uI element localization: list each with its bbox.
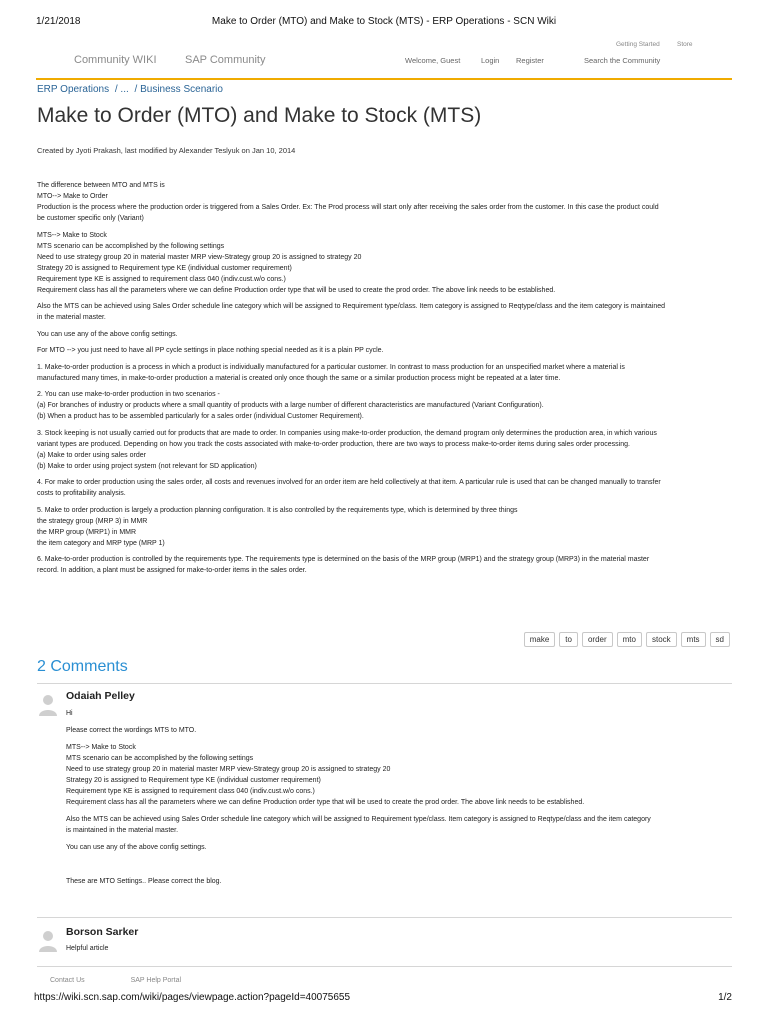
paragraph	[37, 180, 732, 224]
text-line: Need to use strategy group 20 in material master MRP view-Strategy group 20 is assigned to strategy 20	[37, 253, 362, 261]
paragraph	[37, 329, 732, 340]
tag-mts[interactable]: mts	[681, 632, 706, 647]
print-page-number: 1/2	[718, 992, 732, 1003]
text-line: Need to use strategy group 20 in material master MRP view-Strategy group 20 is assigned to strategy 20	[66, 766, 391, 773]
avatar-icon	[39, 694, 57, 716]
text-line: costs to profitability analysis.	[37, 490, 126, 497]
paragraph	[37, 505, 732, 549]
comments-heading: 2 Comments	[37, 658, 128, 675]
page-title: Make to Order (MTO) and Make to Stock (MTS)	[37, 104, 482, 127]
text-line: 1. Make-to-order production is a process in which a product is individually manufactured for a particular customer. In contrast to mass production for an unspecified market where a material is	[37, 363, 625, 371]
tag-sd[interactable]: sd	[710, 632, 730, 647]
text-line: the strategy group (MRP 3) in MMR	[37, 517, 148, 525]
text-line: manufactured many times, in make-to-order production a material is created only once though the same or a similar production process might be repeated at a later time.	[37, 374, 561, 382]
text-line: MTS--> Make to Stock	[66, 744, 136, 751]
comments-divider	[37, 683, 732, 684]
comment	[37, 690, 732, 915]
paragraph	[37, 345, 732, 356]
text-line: MTS scenario can be accomplished by the following settings	[37, 242, 225, 250]
text-line: You can use any of the above config settings.	[66, 844, 207, 851]
print-footer	[0, 992, 768, 1006]
text-line: You can use any of the above config settings.	[37, 330, 178, 338]
search-community-link[interactable]: Search the Community	[584, 56, 661, 65]
print-header	[0, 16, 768, 30]
text-line: Requirement class has all the parameters where we can define Production order type that will be used to create the prod order. The above link needs to be established.	[37, 286, 556, 294]
tag-order[interactable]: order	[582, 632, 613, 647]
text-line: Strategy 20 is assigned to Requirement type KE (individual customer requirement)	[66, 777, 321, 784]
text-line: 4. For make to order production using the sales order, all costs and revenues involved for an order item are held collectively at that item. A particular rule is used that can be changed manually to transfer	[37, 479, 661, 486]
breadcrumb	[37, 84, 226, 95]
comment-divider	[37, 917, 732, 918]
paragraph	[37, 301, 732, 323]
print-url: https://wiki.scn.sap.com/wiki/pages/viewpage.action?pageId=40075655	[34, 992, 351, 1003]
sap-community-link[interactable]: SAP Community	[185, 54, 266, 66]
getting-started-link[interactable]: Getting Started	[616, 41, 660, 48]
paragraph	[37, 389, 732, 422]
paragraph	[66, 725, 726, 736]
text-line: the MRP group (MRP1) in MMR	[37, 528, 137, 536]
print-page-title: Make to Order (MTO) and Make to Stock (MTS) - ERP Operations - SCN Wiki	[211, 16, 557, 27]
text-line: record. In addition, a plant must be assigned for make-to-order items in the sales order.	[37, 567, 307, 574]
paragraph	[37, 230, 732, 296]
text-line: in the material master.	[37, 314, 106, 321]
footer-links	[50, 977, 225, 984]
tag-list	[524, 632, 730, 647]
article-content	[37, 180, 732, 582]
text-line: (b) When a product has to be assembled particularly for a sales order (individual Customer Requirement).	[37, 413, 364, 420]
text-line: Also the MTS can be achieved using Sales Order schedule line category which will be assigned to Requirement type/class. Item category is assigned to Reqtype/class and the item category	[66, 816, 651, 823]
tag-mto[interactable]: mto	[617, 632, 642, 647]
paragraph	[66, 859, 726, 870]
text-line: 6. Make-to-order production is controlled by the requirements type. The requirements type is determined on the basis of the MRP group (MRP1) and the strategy group (MRP3) in the material master	[37, 556, 650, 563]
paragraph	[66, 842, 726, 853]
breadcrumb-erp-operations[interactable]: ERP Operations	[37, 84, 110, 95]
text-line: be customer specific only (Variant)	[37, 215, 144, 222]
text-line	[66, 859, 726, 870]
print-date: 1/21/2018	[36, 16, 81, 27]
comment-body	[66, 943, 726, 960]
text-line: Also the MTS can be achieved using Sales Order schedule line category which will be assigned to Requirement type/class. Item category is assigned to Reqtype/class and the item category is maintained	[37, 303, 665, 310]
page-byline: Created by Jyoti Prakash, last modified by Alexander Teslyuk on Jan 10, 2014	[37, 146, 296, 155]
comment-body	[66, 708, 726, 893]
tag-stock[interactable]: stock	[646, 632, 677, 647]
text-line: MTS--> Make to Stock	[37, 231, 107, 239]
text-line: 3. Stock keeping is not usually carried out for products that are made to order. In companies using make-to-order production, the demand program only determines the production area, in which various	[37, 429, 657, 437]
comment-author[interactable]: Borson Sarker	[66, 926, 139, 938]
text-line: 2. You can use make-to-order production in two scenarios -	[37, 391, 220, 398]
text-line: MTS scenario can be accomplished by the following settings	[66, 755, 254, 762]
text-line: variant types are produced. Depending on how you track the costs associated with make-to-order production, there are two ways to process make-to-order items during sales order processing.	[37, 440, 630, 448]
breadcrumb-business-scenario[interactable]: / Business Scenario	[134, 84, 223, 95]
paragraph	[37, 362, 732, 384]
text-line: the item category and MRP type (MRP 1)	[37, 539, 165, 547]
paragraph	[37, 428, 732, 472]
welcome-text: Welcome, Guest	[405, 56, 461, 65]
paragraph	[37, 554, 732, 576]
text-line: MTO--> Make to Order	[37, 193, 108, 200]
contact-us-link[interactable]: Contact Us	[50, 977, 85, 984]
text-line: Requirement class has all the parameters where we can define Production order type that will be used to create the prod order. The above link needs to be established.	[66, 799, 585, 806]
text-line: These are MTO Settings.. Please correct the blog.	[66, 878, 222, 885]
text-line: (a) For branches of industry or products where a small quantity of products with a large number of different characteristics are manufactured (Variant Configuration).	[37, 402, 544, 409]
top-navigation	[36, 38, 732, 74]
text-line: (a) Make to order using sales order	[37, 451, 146, 459]
sap-help-portal-link[interactable]: SAP Help Portal	[130, 977, 182, 984]
breadcrumb-ellipsis[interactable]: / ...	[114, 84, 129, 95]
text-line: Helpful article	[66, 945, 109, 952]
text-line: is maintained in the material master.	[66, 827, 179, 834]
paragraph	[66, 742, 726, 808]
tag-to[interactable]: to	[559, 632, 578, 647]
paragraph	[66, 708, 726, 719]
text-line: Please correct the wordings MTS to MTO.	[66, 727, 197, 734]
text-line: Requirement type KE is assigned to requirement class 040 (indiv.cust.w/o cons.)	[37, 275, 286, 283]
comment	[37, 926, 732, 966]
paragraph	[66, 943, 726, 954]
store-link[interactable]: Store	[677, 41, 693, 48]
text-line: (b) Make to order using project system (not relevant for SD application)	[37, 462, 257, 470]
paragraph	[37, 477, 732, 499]
paragraph	[66, 814, 726, 836]
text-line: Hi	[66, 710, 73, 717]
text-line: The difference between MTO and MTS is	[37, 182, 165, 189]
text-line: Production is the process where the production order is triggered from a Sales Order. Ex: The Prod process will start only after receiving the sales order from the customer. In this case the product could	[37, 204, 659, 211]
text-line: For MTO --> you just need to have all PP cycle settings in place nothing special needed as it is a plain PP cycle.	[37, 347, 384, 354]
avatar-icon	[39, 930, 57, 952]
text-line: 5. Make to order production is largely a production planning configuration. It is also controlled by the requirements type, which is determined by three things	[37, 506, 518, 514]
community-wiki-link[interactable]: Community WIKI	[74, 54, 157, 66]
text-line: Strategy 20 is assigned to Requirement type KE (individual customer requirement)	[37, 264, 292, 272]
text-line: Requirement type KE is assigned to requirement class 040 (indiv.cust.w/o cons.)	[66, 788, 315, 795]
paragraph	[66, 876, 726, 887]
login-link[interactable]: Login	[481, 56, 500, 65]
brand-divider	[36, 78, 732, 80]
register-link[interactable]: Register	[516, 56, 544, 65]
footer-divider	[37, 966, 732, 967]
tag-make[interactable]: make	[524, 632, 556, 647]
comment-author[interactable]: Odaiah Pelley	[66, 690, 135, 702]
